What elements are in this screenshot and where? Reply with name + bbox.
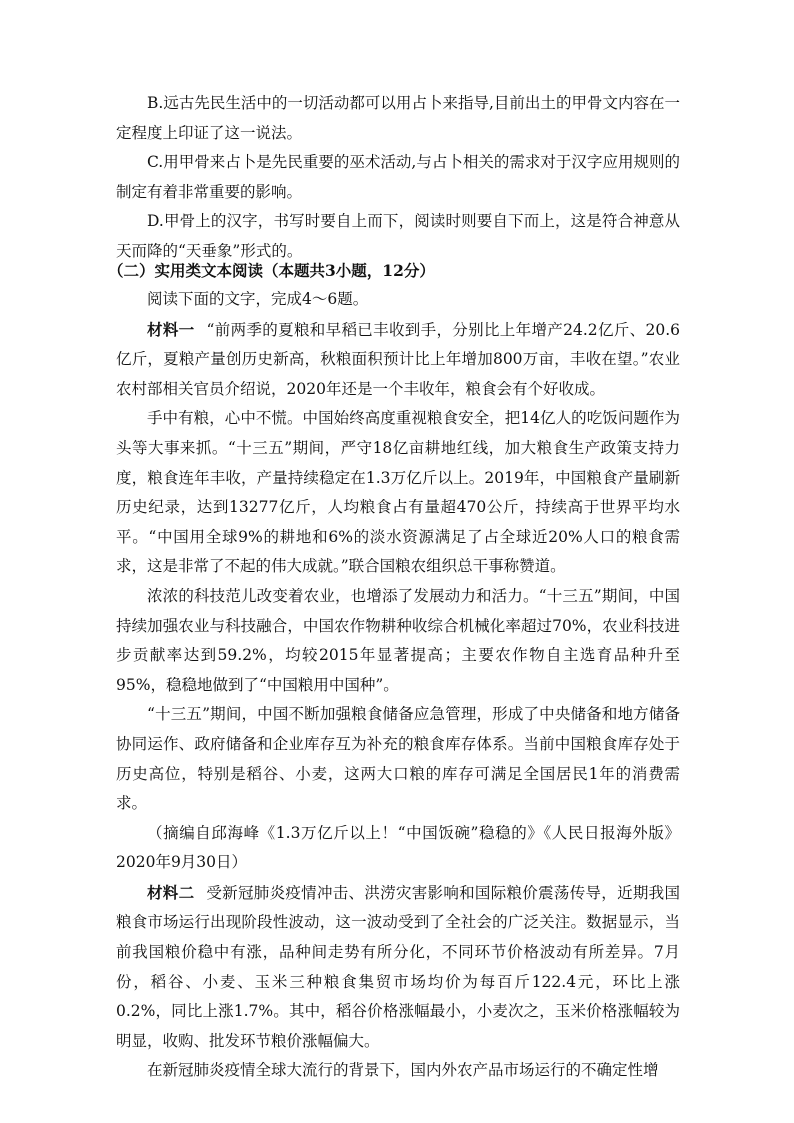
option-b: B.远古先民生活中的一切活动都可以用占卜来指导,目前出土的甲骨文内容在一定程度上印证了这一说法。 <box>116 94 680 142</box>
material2-label: 材料二 <box>147 882 195 902</box>
material2-paragraph-1 <box>116 878 680 1057</box>
answer-options <box>116 89 680 267</box>
section-heading: （二）实用类文本阅读（本题共3小题，12分） <box>108 261 435 280</box>
reading-passage <box>116 285 680 1086</box>
option-d: D.甲骨上的汉字，书写时要自上而下，阅读时则要自下而上，这是符合神意从天而降的“天垂象”形式的。 <box>116 212 680 260</box>
material1-paragraph-4: “十三五”期间，中国不断加强粮食储备应急管理，形成了中央储备和地方储备协同运作、政府储备和企业库存互为补充的粮食库存体系。当前中国粮食库存处于历史高位，特别是稻谷、小麦，这两大口粮的库存可满足全国居民1年的消费需求。 <box>116 705 680 813</box>
material1-text-1: “前两季的夏粮和早稻已丰收到手，分别比上年增产24.2亿斤、20.6亿斤，夏粮产量创历史新高，秋粮面积预计比上年增加800万亩，丰收在望。”农业农村部相关官员介绍说，2020年还是一个丰收年，粮食会有个好收成。 <box>116 320 680 398</box>
instruction: 阅读下面的文字，完成4～6题。 <box>147 290 369 308</box>
material2-text-1: 受新冠肺炎疫情冲击、洪涝灾害影响和国际粮价震荡传导，近期我国粮食市场运行出现阶段性波动，这一波动受到了全社会的广泛关注。数据显示，当前我国粮价稳中有涨，品种间走势有所分化，不同环节价格波动有所差异。7月份，稻谷、小麦、玉米三种粮食集贸市场均价为每百斤122.4元，环比上涨0.2%，同比上涨1.7%。其中，稻谷价格涨幅最小，小麦次之，玉米价格涨幅较为明显，收购、批发环节粮价涨幅偏大。 <box>116 883 680 1050</box>
material2-paragraph-2: 在新冠肺炎疫情全球大流行的背景下，国内外农产品市场运行的不确定性增 <box>147 1061 659 1080</box>
material1-source: （摘编自邱海峰《1.3万亿斤以上！“中国饭碗”稳稳的》《人民日报海外版》2020年9月30日） <box>116 823 680 872</box>
material1-paragraph-3: 浓浓的科技范儿改变着农业，也增添了发展动力和活力。“十三五”期间，中国持续加强农业与科技融合，中国农作物耕种收综合机械化率超过70%，农业科技进步贡献率达到59.2%，均较2015年显著提高；主要农作物自主选育品种升至95%，稳稳地做到了“中国粮用中国种”。 <box>116 586 680 694</box>
option-c: C.用甲骨来占卜是先民重要的巫术活动,与占卜相关的需求对于汉字应用规则的制定有着非常重要的影响。 <box>116 153 680 201</box>
material1-paragraph-2: 手中有粮，心中不慌。中国始终高度重视粮食安全，把14亿人的吃饭问题作为头等大事来抓。“十三五”期间，严守18亿亩耕地红线，加大粮食生产政策支持力度，粮食连年丰收，产量持续稳定在1.3万亿斤以上。2019年，中国粮食产量刷新历史纪录，达到13277亿斤，人均粮食占有量超470公斤，持续高于世界平均水平。“中国用全球9%的耕地和6%的淡水资源满足了占全球近20%人口的粮食需求，这是非常了不起的伟大成就。”联合国粮农组织总干事称赞道。 <box>116 409 680 576</box>
material1-label: 材料一 <box>147 319 195 339</box>
material1-paragraph-1 <box>116 315 680 405</box>
